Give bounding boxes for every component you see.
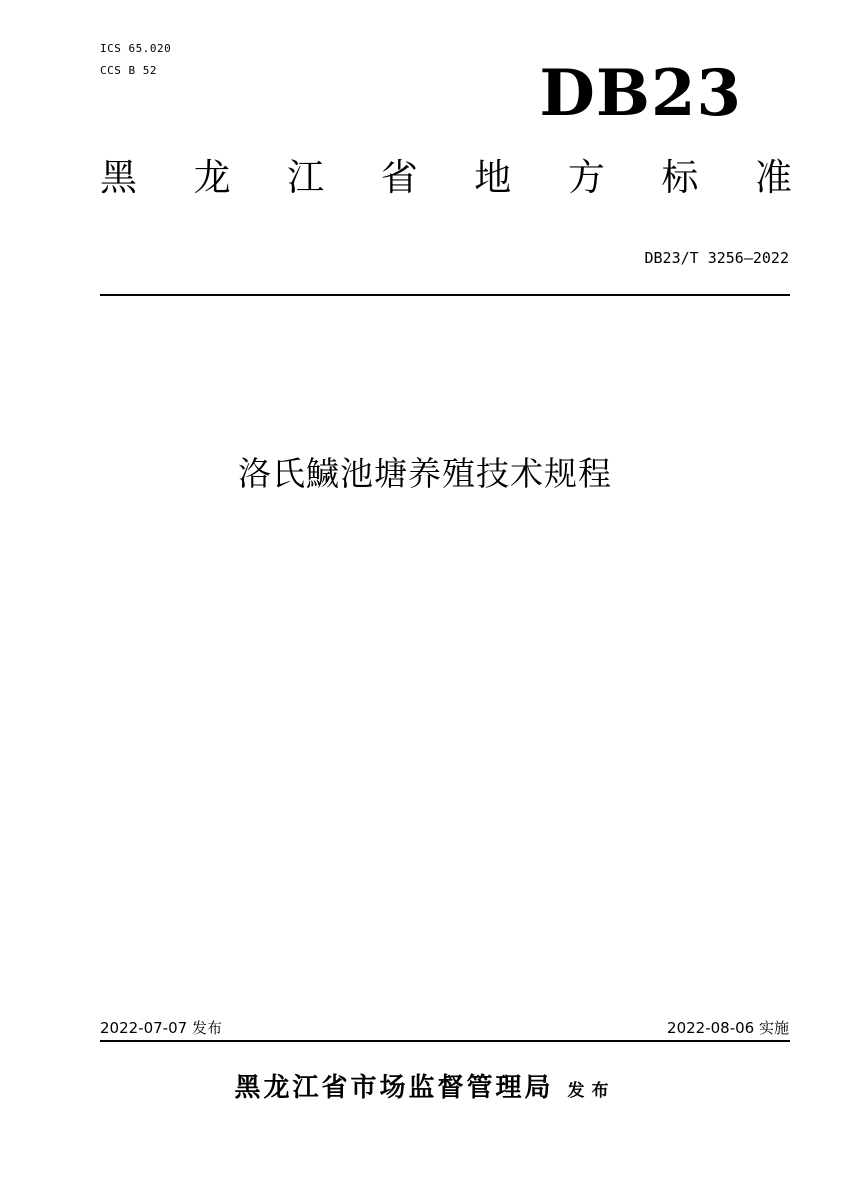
header-divider bbox=[100, 294, 790, 296]
ccs-code: CCS B 52 bbox=[100, 64, 157, 77]
issuer-name: 黑龙江省市场监督管理局 bbox=[234, 1073, 554, 1103]
standard-type-char: 黑 bbox=[100, 156, 137, 199]
standard-type-char: 地 bbox=[474, 156, 512, 199]
standard-type-char: 江 bbox=[287, 156, 325, 199]
standard-type-char: 方 bbox=[567, 156, 605, 199]
standard-type-char: 标 bbox=[661, 156, 699, 199]
ics-code: ICS 65.020 bbox=[100, 42, 172, 55]
standard-type-char: 省 bbox=[380, 156, 418, 199]
standard-type-char: 准 bbox=[754, 156, 792, 199]
standard-number: DB23/T 3256—2022 bbox=[644, 249, 789, 267]
footer-divider bbox=[100, 1040, 790, 1042]
issuer-action: 发布 bbox=[567, 1081, 616, 1101]
issuer-line bbox=[0, 1071, 850, 1108]
standard-mark: DB23 bbox=[539, 56, 742, 131]
standard-type-char: 龙 bbox=[193, 156, 231, 199]
issue-date: 2022-07-07 发布 bbox=[100, 1019, 222, 1037]
document-title: 洛氏鱥池塘养殖技术规程 bbox=[238, 454, 612, 493]
effective-date: 2022-08-06 实施 bbox=[667, 1019, 789, 1037]
standard-type-heading bbox=[100, 155, 792, 201]
